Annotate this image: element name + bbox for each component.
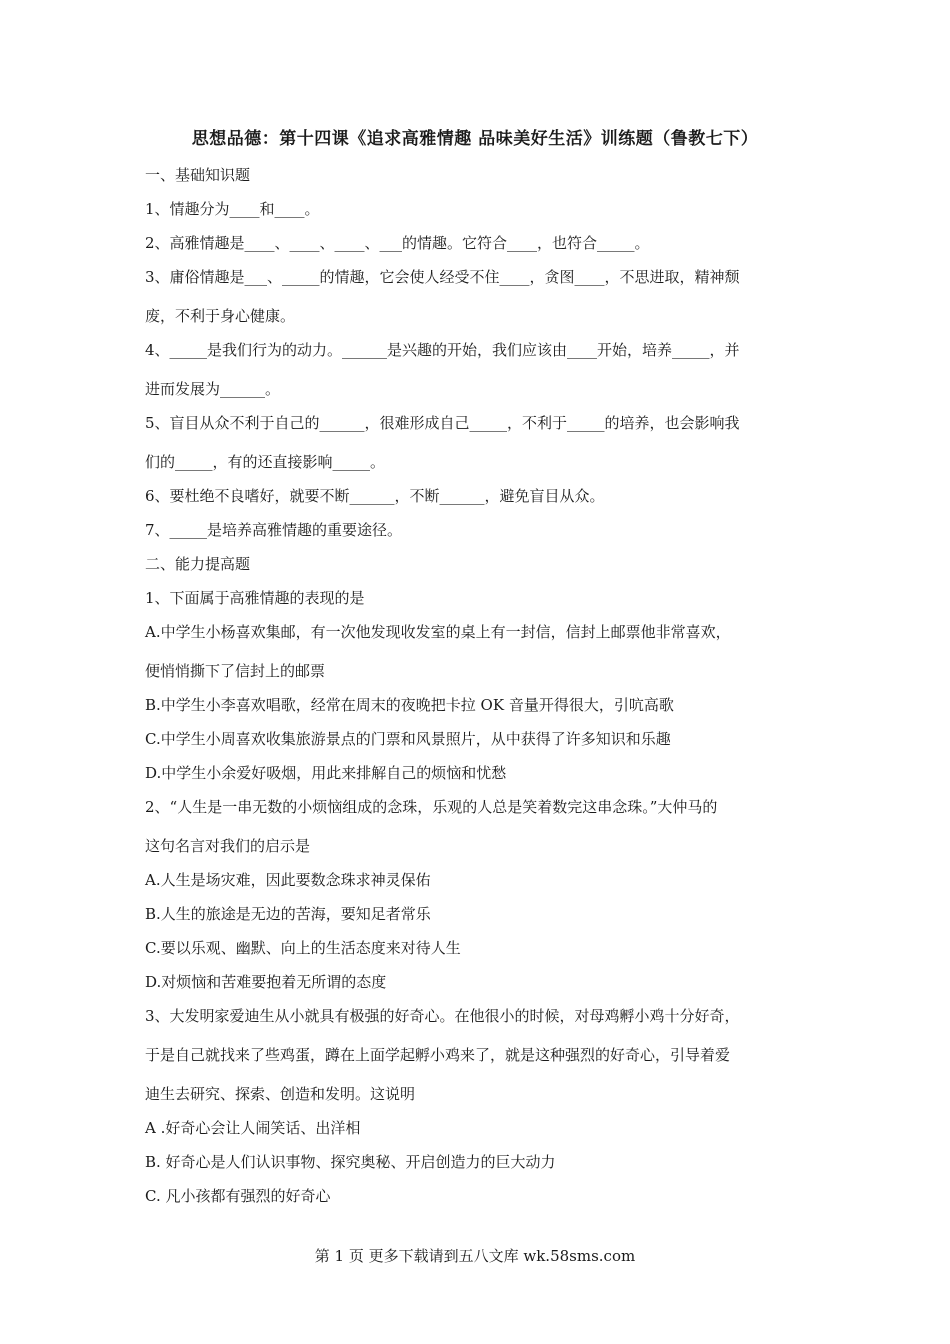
question-line: 7、_____是培养高雅情趣的重要途径。 — [145, 521, 403, 539]
option-line: A .好奇心会让人闹笑话、出洋相 — [145, 1119, 361, 1137]
option-line: A.中学生小杨喜欢集邮，有一次他发现收发室的桌上有一封信，信封上邮票他非常喜欢， — [145, 623, 731, 641]
section-heading-ability: 二、能力提高题 — [145, 555, 251, 573]
question-line: 1、情趣分为____和____。 — [145, 200, 320, 218]
question-line-continued: 们的_____，有的还直接影响_____。 — [145, 453, 386, 471]
option-line: D.中学生小余爱好吸烟，用此来排解自己的烦恼和忧愁 — [145, 764, 507, 782]
option-line: B.中学生小李喜欢唱歌，经常在周末的夜晚把卡拉 OK 音量开得很大，引吭高歌 — [145, 696, 674, 714]
document-body — [145, 158, 813, 1213]
page-footer: 第 1 页 更多下载请到五八文库 wk.58sms.com — [314, 1247, 636, 1265]
question-line: 1、下面属于高雅情趣的表现的是 — [145, 589, 365, 607]
question-line: 4、_____是我们行为的动力。______是兴趣的开始，我们应该由____开始，培养_____，并 — [145, 341, 740, 359]
question-line-continued: 废，不利于身心健康。 — [145, 307, 296, 325]
question-line-continued: 迪生去研究、探索、创造和发明。这说明 — [145, 1085, 416, 1103]
question-line: 2、高雅情趣是____、____、____、___的情趣。它符合____，也符合_____。 — [145, 234, 650, 252]
option-line: C. 凡小孩都有强烈的好奇心 — [145, 1187, 331, 1205]
option-line: C.要以乐观、幽默、向上的生活态度来对待人生 — [145, 939, 461, 957]
question-line-continued: 这句名言对我们的启示是 — [145, 837, 311, 855]
question-line: 6、要杜绝不良嗜好，就要不断______，不断______，避免盲目从众。 — [145, 487, 605, 505]
option-line: D.对烦恼和苦难要抱着无所谓的态度 — [145, 973, 387, 991]
option-line: B.人生的旅途是无边的苦海，要知足者常乐 — [145, 905, 431, 923]
question-line: 5、盲目从众不利于自己的______，很难形成自己_____，不利于_____的培养，也会影响我 — [145, 414, 740, 432]
section-heading-basic: 一、基础知识题 — [145, 166, 251, 184]
question-line: 3、大发明家爱迪生从小就具有极强的好奇心。在他很小的时候，对母鸡孵小鸡十分好奇， — [145, 1007, 740, 1025]
option-line: B. 好奇心是人们认识事物、探究奥秘、开启创造力的巨大动力 — [145, 1153, 556, 1171]
question-line: 2、“人生是一串无数的小烦恼组成的念珠，乐观的人总是笑着数完这串念珠。”大仲马的 — [145, 798, 718, 816]
question-line: 3、庸俗情趣是___、_____的情趣，它会使人经受不住____，贪图____，不思进取，精神颓 — [145, 268, 740, 286]
option-line: A.人生是场灾难，因此要数念珠求神灵保佑 — [145, 871, 431, 889]
question-line-continued: 进而发展为______。 — [145, 380, 281, 398]
question-line-continued: 于是自己就找来了些鸡蛋，蹲在上面学起孵小鸡来了，就是这种强烈的好奇心，引导着爱 — [145, 1046, 731, 1064]
option-line: C.中学生小周喜欢收集旅游景点的门票和风景照片，从中获得了许多知识和乐趣 — [145, 730, 671, 748]
document-title: 思想品德：第十四课《追求高雅情趣 品味美好生活》训练题（鲁教七下） — [191, 129, 759, 149]
option-line-continued: 便悄悄撕下了信封上的邮票 — [145, 662, 326, 680]
